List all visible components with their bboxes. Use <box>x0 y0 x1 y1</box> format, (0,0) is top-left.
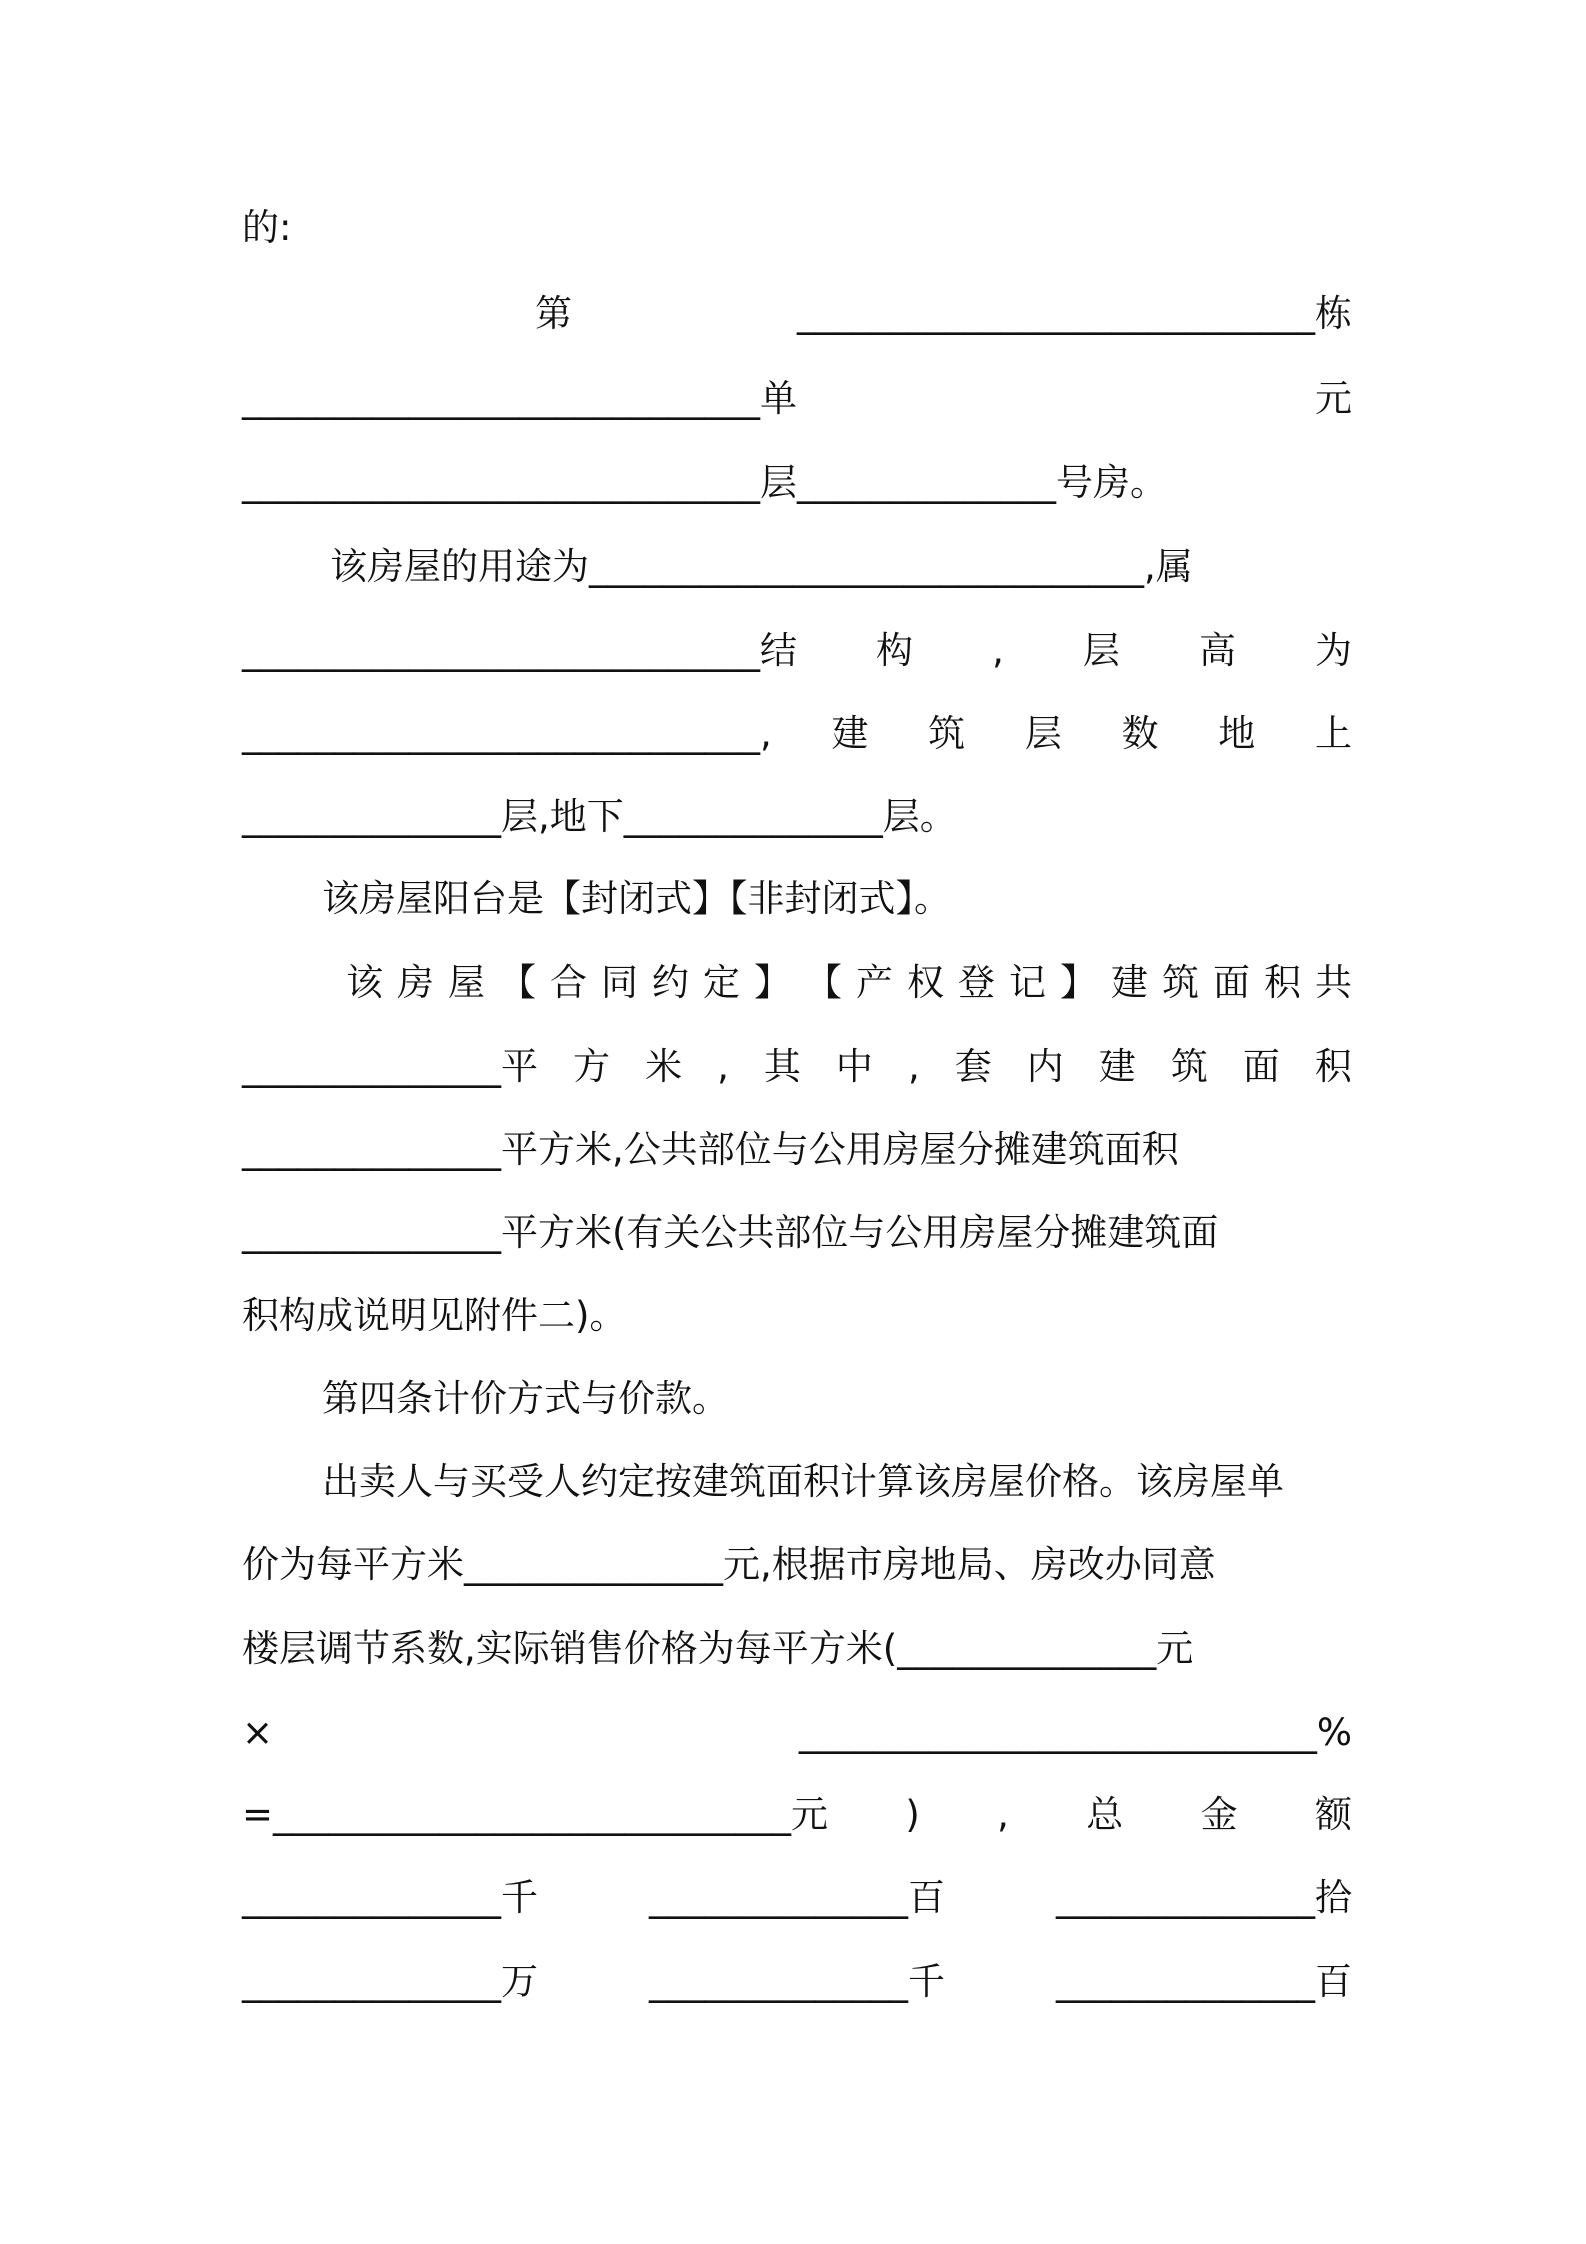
text-line-13 <box>242 1203 1352 1263</box>
area-char-2: 房 <box>397 961 434 1004</box>
usage-text: 该房屋的用途为______________________________,属 <box>330 545 1193 588</box>
text-line-20 <box>242 1785 1352 1845</box>
floors-char-6: 上 <box>1314 712 1352 755</box>
article-four-heading: 第四条计价方式与价款。 <box>322 1377 729 1420</box>
total-char-3: 额 <box>1314 1793 1352 1836</box>
text-line-18 <box>242 1619 1352 1679</box>
area-char-8: 定 <box>703 961 740 1004</box>
amount-hundreds2-blank: ______________百 <box>1056 1960 1352 2003</box>
height-char-2: 高 <box>1198 629 1236 672</box>
inner-char-5: 面 <box>1242 1045 1280 1088</box>
inner-char-3: 建 <box>1098 1045 1136 1088</box>
area-char-4: 【 <box>499 961 536 1004</box>
structure-comma: , <box>992 629 1004 672</box>
text-line-4 <box>242 453 1352 513</box>
area-char-6: 同 <box>601 961 638 1004</box>
area-char-12: 权 <box>907 961 944 1004</box>
text-line-7 <box>242 704 1352 764</box>
equals-blank: =____________________________元 <box>242 1793 829 1836</box>
floors-char-4: 数 <box>1121 712 1159 755</box>
actual-price-text: 楼层调节系数,实际销售价格为每平方米(______________元 <box>242 1627 1194 1670</box>
structure-blank: ____________________________结 <box>242 629 797 672</box>
unit-price-text: 价为每平方米______________元,根据市房地局、房改办同意 <box>242 1543 1216 1586</box>
area-char-15: 】 <box>1060 961 1097 1004</box>
text-line-14 <box>242 1286 1352 1346</box>
among-char-2: 中 <box>835 1045 873 1088</box>
floors-char-3: 层 <box>1024 712 1062 755</box>
text-line-19 <box>242 1703 1352 1763</box>
sqm-blank-1: ______________平 <box>242 1045 538 1088</box>
text-line-17 <box>242 1535 1352 1595</box>
area-char-13: 登 <box>958 961 995 1004</box>
floors-char-1: 建 <box>831 712 869 755</box>
building-blank: ____________________________栋 <box>797 292 1352 335</box>
floors-text: ______________层,地下______________层。 <box>242 795 957 838</box>
area-char-18: 面 <box>1213 961 1250 1004</box>
height-blank: ____________________________, <box>242 712 772 755</box>
inner-char-1: 套 <box>954 1045 992 1088</box>
area-char-11: 产 <box>856 961 893 1004</box>
text-line-6 <box>242 621 1352 681</box>
multiply-sign: × <box>242 1711 274 1754</box>
amount-hundreds-blank: ______________百 <box>649 1876 945 1919</box>
area-char-19: 积 <box>1264 961 1301 1004</box>
area-char-5: 合 <box>550 961 587 1004</box>
structure-char-2: 构 <box>876 629 914 672</box>
shared-note-text: ______________平方米(有关公共部位与公用房屋分摊建筑面 <box>242 1211 1219 1254</box>
amount-tens-blank: ______________拾 <box>1056 1876 1352 1919</box>
total-char-1: 总 <box>1086 1793 1124 1836</box>
sqm-char-3: 米 <box>645 1045 683 1088</box>
area-char-17: 筑 <box>1162 961 1199 1004</box>
floors-char-2: 筑 <box>928 712 966 755</box>
percent-blank: ____________________________% <box>798 1711 1352 1754</box>
height-char-1: 层 <box>1082 629 1120 672</box>
total-char-2: 金 <box>1200 1793 1238 1836</box>
sqm-comma: , <box>717 1045 729 1088</box>
text-line-22 <box>242 1952 1352 2012</box>
text-line-12 <box>242 1120 1352 1180</box>
text-line-10 <box>346 953 1352 1013</box>
area-char-14: 记 <box>1009 961 1046 1004</box>
text-line-11 <box>242 1037 1352 1097</box>
shared-area-text: ______________平方米,公共部位与公用房屋分摊建筑面积 <box>242 1128 1179 1171</box>
area-char-16: 建 <box>1111 961 1148 1004</box>
unit-blank: ____________________________单 <box>242 377 797 420</box>
among-char-1: 其 <box>763 1045 801 1088</box>
area-char-1: 该 <box>346 961 383 1004</box>
amount-tenthousands-blank: ______________万 <box>242 1960 538 2003</box>
balcony-text: 该房屋阳台是【封闭式】【非封闭式】。 <box>322 877 951 920</box>
building-label: 第 <box>535 292 572 335</box>
area-char-3: 屋 <box>448 961 485 1004</box>
area-char-20: 共 <box>1315 961 1352 1004</box>
amount-thousands2-blank: ______________千 <box>649 1960 945 2003</box>
sqm-char-2: 方 <box>573 1045 611 1088</box>
text-line-3 <box>242 369 1352 429</box>
inner-char-6: 积 <box>1314 1045 1352 1088</box>
floor-room-text: ____________________________层______________号房。 <box>242 461 1167 504</box>
text-line-5 <box>330 537 1352 597</box>
inner-char-2: 内 <box>1026 1045 1064 1088</box>
area-char-7: 约 <box>652 961 689 1004</box>
inner-char-4: 筑 <box>1170 1045 1208 1088</box>
text-line-1 <box>242 198 1352 258</box>
floors-char-5: 地 <box>1218 712 1256 755</box>
close-paren: ) <box>905 1793 920 1836</box>
among-comma: , <box>907 1045 920 1088</box>
price-agreement-text: 出卖人与买受人约定按建筑面积计算该房屋价格。该房屋单 <box>322 1460 1284 1503</box>
text-line-21 <box>242 1868 1352 1928</box>
text-line-2 <box>535 284 1352 344</box>
total-comma: , <box>997 1793 1009 1836</box>
text-line-16 <box>322 1452 1352 1512</box>
area-char-10: 【 <box>805 961 842 1004</box>
amount-thousands-blank: ______________千 <box>242 1876 538 1919</box>
unit-char: 元 <box>1315 377 1352 420</box>
text-line-8 <box>242 787 1352 847</box>
line-1-text: 的: <box>242 206 292 249</box>
text-line-9 <box>322 869 1352 929</box>
area-char-9: 】 <box>754 961 791 1004</box>
annex-text: 积构成说明见附件二)。 <box>242 1294 627 1337</box>
height-char-3: 为 <box>1315 629 1352 672</box>
text-line-15 <box>322 1369 1352 1429</box>
